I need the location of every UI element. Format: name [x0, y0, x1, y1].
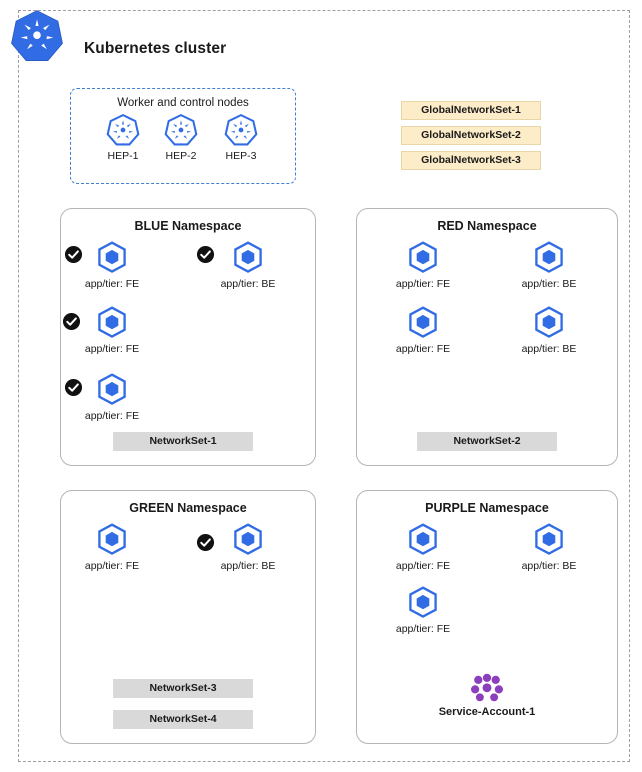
pod-red-1[interactable] [378, 240, 468, 290]
namespace-title: BLUE Namespace [134, 219, 242, 233]
kubernetes-pod-icon [405, 585, 441, 621]
pod-label: app/tier: FE [84, 410, 140, 422]
kubernetes-node-icon [106, 113, 140, 147]
kubernetes-pod-icon [230, 522, 266, 558]
node-hep-3[interactable] [211, 113, 271, 162]
check-icon [64, 378, 83, 397]
namespace-title: RED Namespace [437, 219, 537, 233]
pod-blue-2[interactable] [203, 240, 293, 290]
kubernetes-pod-icon [94, 372, 130, 408]
pod-purple-3[interactable] [378, 585, 468, 635]
kubernetes-pod-icon [230, 240, 266, 276]
pod-label: app/tier: BE [521, 343, 577, 355]
pod-red-2[interactable] [504, 240, 594, 290]
kubernetes-pod-icon [94, 240, 130, 276]
cluster-title: Kubernetes cluster [84, 40, 227, 57]
pod-label: app/tier: FE [84, 560, 140, 572]
node-label: HEP-1 [107, 150, 139, 162]
kubernetes-pod-icon [94, 305, 130, 341]
pod-red-4[interactable] [504, 305, 594, 355]
pod-label: app/tier: BE [521, 278, 577, 290]
pod-label: app/tier: FE [84, 278, 140, 290]
networkset-3[interactable]: NetworkSet-3 [113, 679, 253, 698]
check-icon [64, 245, 83, 264]
pod-green-1[interactable] [67, 522, 157, 572]
node-hep-1[interactable] [93, 113, 153, 162]
kubernetes-pod-icon [405, 240, 441, 276]
pod-label: app/tier: FE [395, 623, 451, 635]
namespace-title: GREEN Namespace [129, 501, 247, 515]
pod-label: app/tier: BE [521, 560, 577, 572]
service-account-icon [468, 672, 506, 702]
globalnetworkset-3[interactable]: GlobalNetworkSet-3 [401, 151, 541, 170]
node-label: HEP-2 [165, 150, 197, 162]
networkset-4[interactable]: NetworkSet-4 [113, 710, 253, 729]
check-icon [62, 312, 81, 331]
check-icon [196, 533, 215, 552]
service-account-label: Service-Account-1 [438, 706, 536, 718]
kubernetes-pod-icon [531, 305, 567, 341]
globalnetworkset-2[interactable]: GlobalNetworkSet-2 [401, 126, 541, 145]
namespace-title: PURPLE Namespace [425, 501, 549, 515]
node-label: HEP-3 [225, 150, 257, 162]
pod-label: app/tier: FE [395, 343, 451, 355]
worker-control-nodes-title: Worker and control nodes [117, 97, 249, 109]
check-icon [196, 245, 215, 264]
kubernetes-pod-icon [94, 522, 130, 558]
globalnetworkset-1[interactable]: GlobalNetworkSet-1 [401, 101, 541, 120]
pod-red-3[interactable] [378, 305, 468, 355]
kubernetes-pod-icon [405, 522, 441, 558]
pod-label: app/tier: FE [395, 278, 451, 290]
kubernetes-node-icon [224, 113, 258, 147]
pod-label: app/tier: FE [84, 343, 140, 355]
networkset-2[interactable]: NetworkSet-2 [417, 432, 557, 451]
node-hep-2[interactable] [151, 113, 211, 162]
pod-purple-1[interactable] [378, 522, 468, 572]
pod-label: app/tier: BE [220, 278, 276, 290]
pod-label: app/tier: FE [395, 560, 451, 572]
pod-label: app/tier: BE [220, 560, 276, 572]
networkset-1[interactable]: NetworkSet-1 [113, 432, 253, 451]
kubernetes-logo-icon [8, 8, 66, 66]
kubernetes-pod-icon [531, 522, 567, 558]
service-account-1[interactable] [417, 672, 557, 718]
pod-purple-2[interactable] [504, 522, 594, 572]
kubernetes-pod-icon [405, 305, 441, 341]
pod-green-2[interactable] [203, 522, 293, 572]
kubernetes-pod-icon [531, 240, 567, 276]
kubernetes-node-icon [164, 113, 198, 147]
